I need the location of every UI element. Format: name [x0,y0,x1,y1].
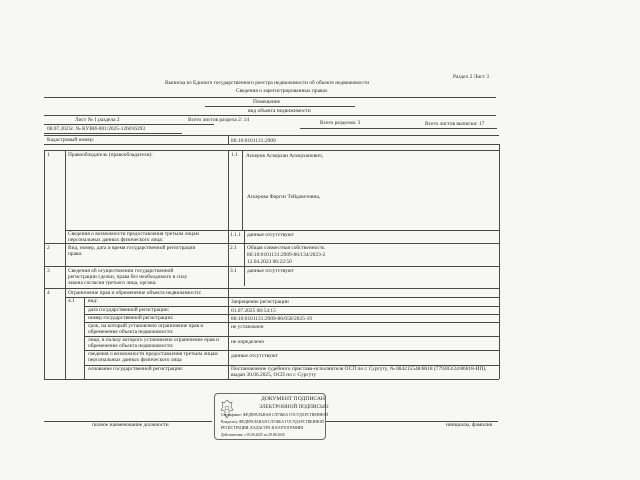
third-party-label-a: Сведения о возможности предоставления третьим лицам [68,231,199,237]
holder-sub-number: 1.1 [231,152,238,158]
cadastral-label: Кадастровый номер: [47,137,95,143]
document-subtitle: Сведения о зарегистрированных правах [236,88,328,94]
restrictions-label: Ограничение прав и обременение объекта недвижимости: [68,290,202,296]
sheet-number: Лист № 1 раздела 2 [75,117,120,123]
row1-number: 1 [47,152,50,158]
cadastral-number: 86:10:0101131:2909 [231,138,276,144]
request-date-number: 08.07.2025г. № КУВИ-001/2025-126016293 [47,126,146,132]
seal-line-6: Действителен: с 05.06.2025 по 29.08.2026 [221,433,285,437]
registration-number: 86:10:0101131:2909-86/134/2023-2 [247,252,326,258]
restriction-field-label: лицо, в пользу которого установлено ограничение прав и обременение объекта недвижимости: [88,337,220,349]
row2-number: 2 [47,245,50,251]
holder-1: Аскеров Аскерхан Аскерханович, [246,153,324,159]
sheets-total: Всего листов выписки: 17 [425,121,485,127]
restriction-field-label: номер государственной регистрации: [88,315,174,321]
restriction-kind-value: Запрещение регистрации [231,299,289,305]
restriction-field-value: данные отсутствуют [231,353,278,359]
restriction-field-label: срок, на который установлено ограничение прав и обременение объекта недвижимости: [88,323,204,335]
name-caption: инициалы, фамилия [446,422,493,428]
deal-label-a: Сведения об осуществлении государственной [68,268,174,274]
document-title: Выписка из Единого государственного реестра недвижимости об объекте недвижимости [165,80,370,86]
seal-line-4: Владелец: ФЕДЕРАЛЬНАЯ СЛУЖБА ГОСУДАРСТВЕННОЙ [221,420,324,424]
restriction-field-label: сведения о возможности предоставления третьим лицам персональных данных физического лица [88,351,218,363]
restriction-field-value: не определено [231,339,265,345]
row4-number: 4 [47,290,50,296]
seal-line-2: ЭЛЕКТРОННОЙ ПОДПИСЬЮ [259,404,329,410]
third-party-value: данные отсутствуют [247,232,294,238]
deal-label-c: закона согласия третьего лица, органа: [68,280,157,286]
object-type-value: Помещение [253,99,280,105]
registration-datetime: 12.04.2023 06:22:50 [247,259,292,265]
row3-number: 3 [47,268,50,274]
third-party-number: 1.1.1 [230,232,241,238]
restriction-field-value: 01.07.2025 08:54:15 [231,308,276,314]
holders-label: Правообладатель (правообладатели): [68,152,153,158]
seal-line-5: РЕГИСТРАЦИИ, КАДАСТРА И КАРТОГРАФИИ [221,426,304,430]
restriction-kind-label: вид: [88,298,98,304]
right-registration-label-b: права: [68,251,83,257]
position-caption: полное наименование должности [92,422,169,428]
sheets-in-section: Всего листов раздела 2: 14 [188,117,250,123]
restriction-field-value: Постановление судебного пристава-исполнителя ОСП по г. Сургуту, № 884215548/8618 (779303/24/86018-ИП), выдан 30.06.2025, ОСП по г. Сургуту [231,366,487,378]
ownership-type: Общая совместная собственность [247,245,325,251]
restriction-field-value: 86:10:0101131:2909-86/050/2025-19 [231,316,312,322]
right-registration-label-a: Вид, номер, дата и время государственной регистрации [68,245,196,251]
holder-2: Аскерова Фаргиз Тейдачетовна, [247,194,321,200]
seal-line-3: Сертификат: ФЕДЕРАЛЬНАЯ СЛУЖБА ГОСУДАРСТВЕННОЙ [221,413,328,417]
restriction-field-value: не установлен [231,324,264,330]
restriction-sub-number: 4.1 [68,298,75,304]
seal-line-1: ДОКУМЕНТ ПОДПИСАН [261,396,325,402]
sections-total: Всего разделов: 3 [320,120,361,126]
restriction-field-label: дата государственной регистрации: [88,307,170,313]
row3-sub-number: 3.1 [230,268,237,274]
deal-value: данные отсутствуют [247,268,294,274]
restriction-field-label: основание государственной регистрации: [88,366,184,372]
third-party-label-b: персональных данных физического лица: [68,237,164,243]
object-type-caption: вид объекта недвижимости [248,108,311,114]
row2-sub-number: 2.1 [230,245,237,251]
deal-label-b: регистрации сделки, права без необходимого в силу [68,274,188,280]
sheet-reference: Раздел 2 Лист 3 [453,74,489,80]
